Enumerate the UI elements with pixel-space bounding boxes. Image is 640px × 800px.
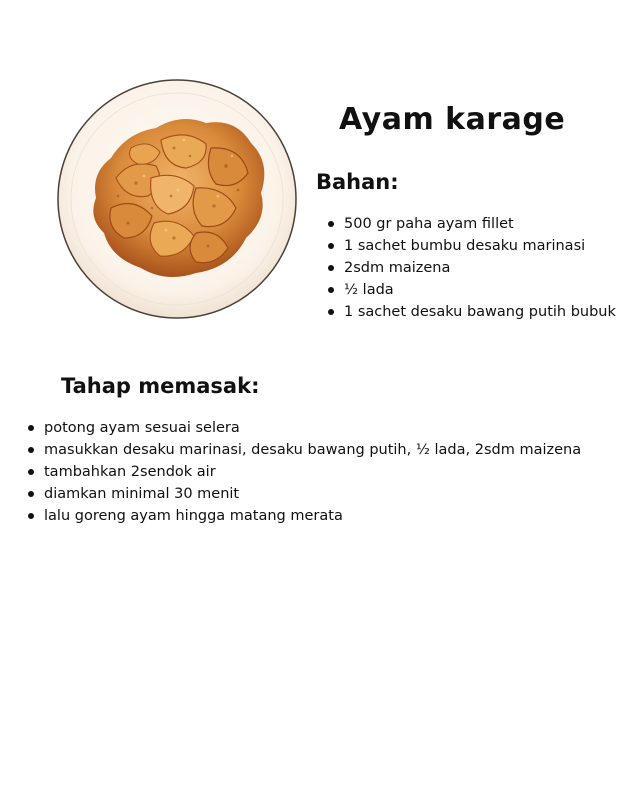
bullet-icon <box>328 265 334 271</box>
list-item <box>26 505 581 527</box>
bullet-icon <box>28 447 34 453</box>
step-text: lalu goreng ayam hingga matang merata <box>44 508 343 524</box>
list-item <box>26 483 581 505</box>
list-item <box>26 439 581 461</box>
step-text: diamkan minimal 30 menit <box>44 486 240 502</box>
steps-heading: Tahap memasak: <box>61 374 260 398</box>
bullet-icon <box>328 243 334 249</box>
step-text: tambahkan 2sendok air <box>44 464 216 480</box>
list-item <box>326 235 616 257</box>
step-text: potong ayam sesuai selera <box>44 420 240 436</box>
bullet-icon <box>328 287 334 293</box>
ingredient-text: 500 gr paha ayam fillet <box>344 216 514 232</box>
list-item <box>26 417 581 439</box>
step-text: masukkan desaku marinasi, desaku bawang putih, ½ lada, 2sdm maizena <box>44 442 582 458</box>
list-item <box>326 301 616 323</box>
list-item <box>326 257 616 279</box>
recipe-title: Ayam karage <box>339 102 566 137</box>
bullet-icon <box>28 491 34 497</box>
ingredients-heading: Bahan: <box>316 170 399 194</box>
steps-list <box>26 417 581 527</box>
ingredient-text: 1 sachet bumbu desaku marinasi <box>344 238 586 254</box>
bullet-icon <box>328 309 334 315</box>
list-item <box>326 279 616 301</box>
ingredient-text: ½ lada <box>344 282 394 298</box>
ingredient-text: 2sdm maizena <box>344 260 451 276</box>
bullet-icon <box>28 425 34 431</box>
list-item <box>26 461 581 483</box>
bullet-icon <box>28 513 34 519</box>
bullet-icon <box>328 221 334 227</box>
ingredient-text: 1 sachet desaku bawang putih bubuk <box>344 304 616 320</box>
ingredients-list <box>326 213 616 323</box>
bullet-icon <box>28 469 34 475</box>
list-item <box>326 213 616 235</box>
fried-chicken-plate-photo <box>56 78 298 320</box>
